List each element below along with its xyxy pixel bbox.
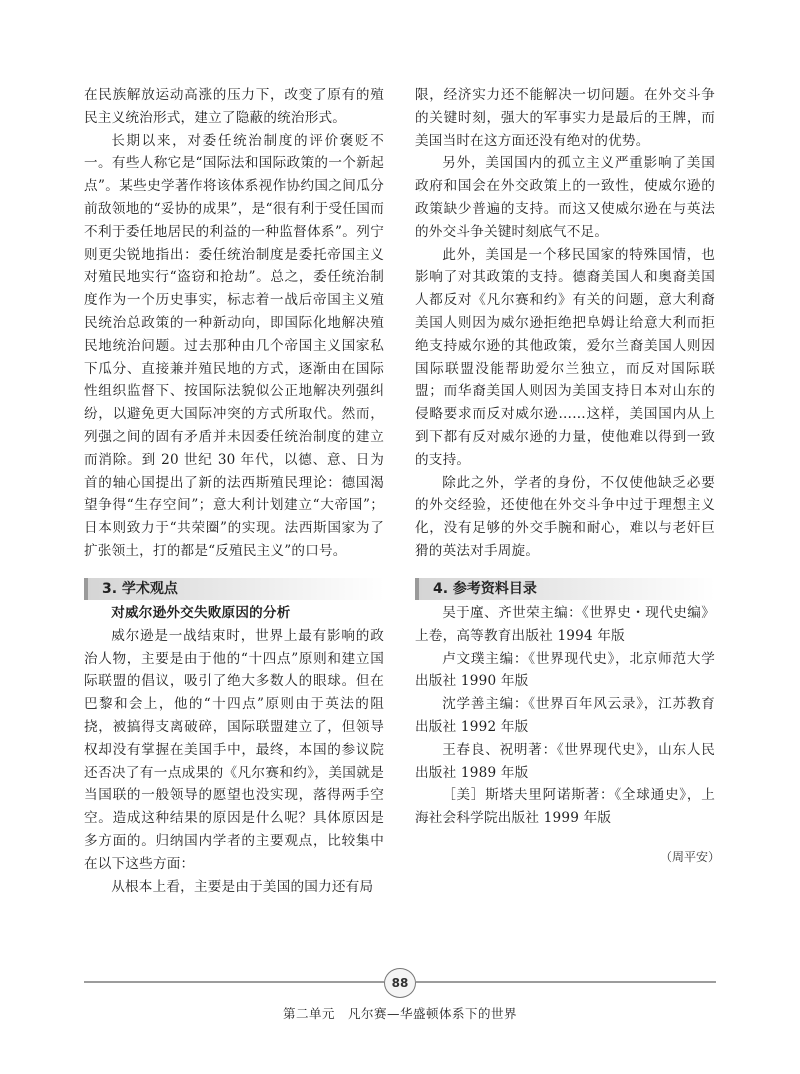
paragraph: 限，经济实力还不能解决一切问题。在外交斗争的关键时刻，强大的军事实力是最后的王牌，而美国当时在这方面还没有绝对的优势。 [415, 87, 715, 149]
paragraph: 除此之外，学者的身份，不仅使他缺乏必要的外交经验，还使他在外交斗争中过于理想主义化，没有足够的外交手腕和耐心，难以与老奸巨猾的英法对手周旋。 [415, 474, 715, 559]
paragraph: 从根本上看，主要是由于美国的国力还有局 [111, 878, 374, 895]
paragraph: 另外，美国国内的孤立主义严重影响了美国政府和国会在外交政策上的一致性，使威尔逊的政策缺少普遍的支持。而这又使威尔逊在与英法的外交斗争关键时刻底气不足。 [415, 155, 715, 240]
paragraph: 在民族解放运动高涨的压力下，改变了原有的殖民主义统治形式，建立了隐蔽的统治形式。 [84, 87, 384, 126]
left-column-top [84, 84, 384, 563]
right-column-top [415, 84, 715, 563]
paragraph: 长期以来，对委任统治制度的评价褒贬不一。有些人称它是“国际法和国际政策的一个新起点”。某些史学著作将该体系视作协约国之间瓜分前敌领地的“妥协的成果”，是“很有利于受任国而不利于委任地居民的利益的一种监督体系”。列宁则更尖锐地指出：委任统治制度是委托帝国主义对殖民地实行“盗窃和抢劫”。总之，委任统治制度作为一个历史事实，标志着一战后帝国主义殖民统治总政策的一种新动向，即国际化地解决殖民地统治问题。过去那种由几个帝国主义国家私下瓜分、直接兼并殖民地的方式，逐渐由在国际性组织监督下、按国际法貌似公正地解决列强纠纷，以避免更大国际冲突的方式所取代。然而，列强之间的固有矛盾并未因委任统治制度的建立而消除。到 20 世纪 30 年代，以德、意、日为首的轴心国提出了新的法西斯殖民理论：德国渴望争得“生存空间”；意大利计划建立“大帝国”；日本则致力于“共荣圈”的实现。法西斯国家为了扩张领土，打的都是“反殖民主义”的口号。 [84, 132, 384, 559]
paragraph: 此外，美国是一个移民国家的特殊国情，也影响了对其政策的支持。德裔美国人和奥裔美国人都反对《凡尔赛和约》有关的问题，意大利裔美国人则因为威尔逊拒绝把阜姆让给意大利而拒绝支持威尔逊的其他政策，爱尔兰裔美国人则因国际联盟没能帮助爱尔兰独立，而反对国际联盟；而华裔美国人则因为美国支持日本对山东的侵略要求而反对威尔逊……这样，美国国内从上到下都有反对威尔逊的力量，使他难以得到一致的支持。 [415, 246, 715, 468]
academic-views-section [84, 602, 384, 898]
section-heading-references: 4. 参考资料目录 [415, 578, 715, 600]
references-section [415, 602, 715, 830]
section-heading-academic-views: 3. 学术观点 [84, 578, 384, 600]
page-number: 88 [384, 968, 416, 998]
footer-divider-left [84, 981, 384, 983]
author-credit: （周平安） [660, 850, 721, 864]
reference-item: 卢文璞主编：《世界现代史》，北京师范大学出版社 1990 年版 [415, 650, 715, 690]
paragraph: 威尔逊是一战结束时，世界上最有影响的政治人物，主要是由于他的“十四点”原则和建立国际联盟的倡议，吸引了绝大多数人的眼球。但在巴黎和会上，他的“十四点”原则由于英法的阻挠，被搞得支离破碎，国际联盟建立了，但领导权却没有掌握在美国手中，最终，本国的参议院还否决了有一点成果的《凡尔赛和约》，美国就是当国联的一般领导的愿望也没实现，落得两手空空。造成这种结果的原因是什么呢？具体原因是多方面的。归纳国内学者的主要观点，比较集中在以下这些方面： [84, 627, 384, 872]
section-subtitle: 对威尔逊外交失败原因的分析 [111, 605, 291, 621]
footer-unit-title: 第二单元 凡尔赛—华盛顿体系下的世界 [282, 1006, 517, 1021]
reference-item: 沈学善主编：《世界百年风云录》，江苏教育出版社 1992 年版 [415, 696, 715, 735]
reference-item: 王春良、祝明著：《世界现代史》，山东人民出版社 1989 年版 [415, 741, 715, 781]
reference-item: ［美］斯塔夫里阿诺斯著：《全球通史》，上海社会科学院出版社 1999 年版 [415, 787, 715, 827]
footer-divider-right [416, 981, 716, 983]
reference-item: 吴于廑、齐世荣主编：《世界史・现代史编》上卷，高等教育出版社 1994 年版 [415, 605, 715, 644]
